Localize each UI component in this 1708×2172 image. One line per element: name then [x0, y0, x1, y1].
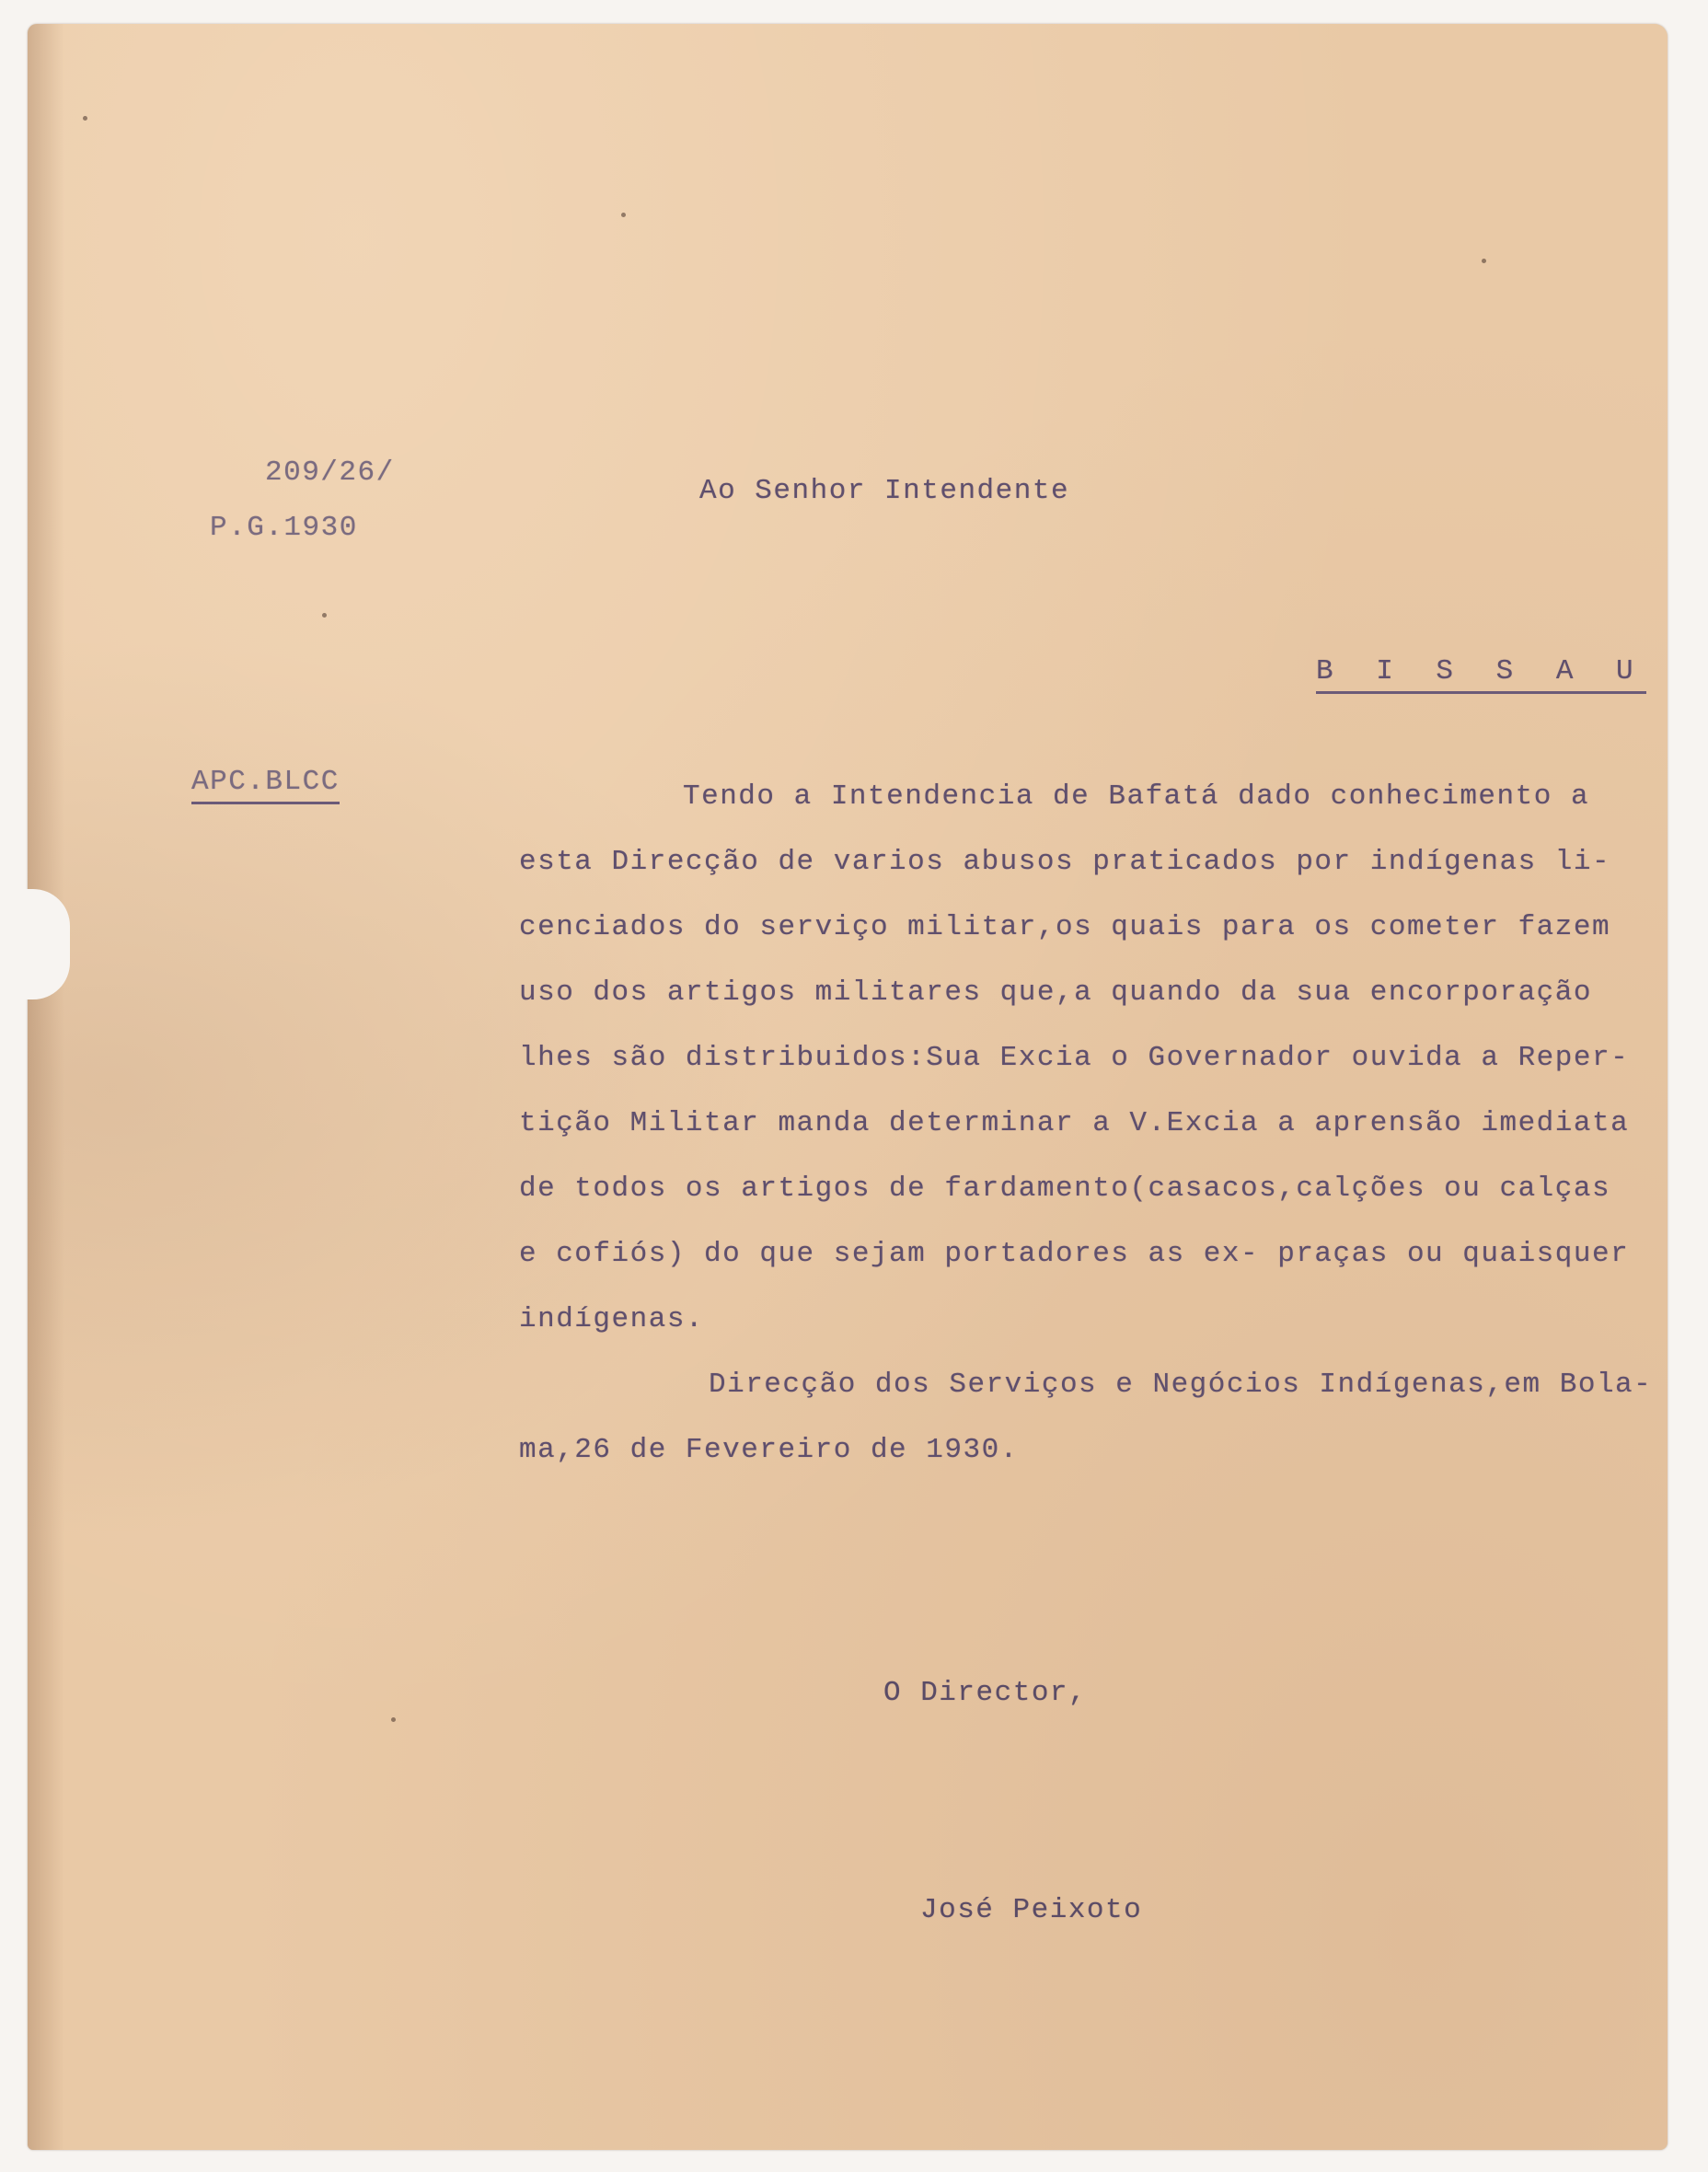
- body-line: Tendo a Intendencia de Bafatá dado conhecimento a: [683, 780, 1590, 813]
- body-line: de todos os artigos de fardamento(casacos,calções ou calças: [519, 1173, 1611, 1205]
- reference-code: P.G.1930: [210, 512, 358, 544]
- city-heading: B I S S A U: [1316, 655, 1646, 694]
- paper-speck: [621, 213, 626, 217]
- body-line: esta Direcção de varios abusos praticados por indígenas li-: [519, 846, 1611, 878]
- paper-sheet: [28, 24, 1668, 2150]
- paper-speck: [391, 1717, 396, 1722]
- body-line: uso dos artigos militares que,a quando da sua encorporação: [519, 976, 1592, 1009]
- body-line: tição Militar manda determinar a V.Excia a aprensão imediata: [519, 1107, 1630, 1139]
- paper-speck: [322, 613, 327, 618]
- body-line: e cofiós) do que sejam portadores as ex- praças ou quaisquer: [519, 1238, 1630, 1270]
- body-line: indígenas.: [519, 1303, 705, 1335]
- paper-speck: [1482, 259, 1486, 263]
- signature-name: José Peixoto: [920, 1894, 1143, 1926]
- paper-speck: [83, 116, 87, 121]
- file-code: APC.BLCC: [191, 766, 340, 804]
- closing-line: ma,26 de Fevereiro de 1930.: [519, 1434, 1019, 1466]
- body-line: cenciados do serviço militar,os quais para os cometer fazem: [519, 911, 1611, 943]
- addressee: Ao Senhor Intendente: [699, 475, 1070, 507]
- signature-title: O Director,: [883, 1677, 1088, 1709]
- paper-edge-wear: [28, 24, 64, 2150]
- paper-tear: [22, 889, 70, 999]
- closing-line: Direcção dos Serviços e Negócios Indígenas,em Bola-: [709, 1369, 1653, 1401]
- reference-number: 209/26/: [265, 456, 395, 489]
- body-line: lhes são distribuidos:Sua Excia o Governador ouvida a Reper-: [519, 1042, 1630, 1074]
